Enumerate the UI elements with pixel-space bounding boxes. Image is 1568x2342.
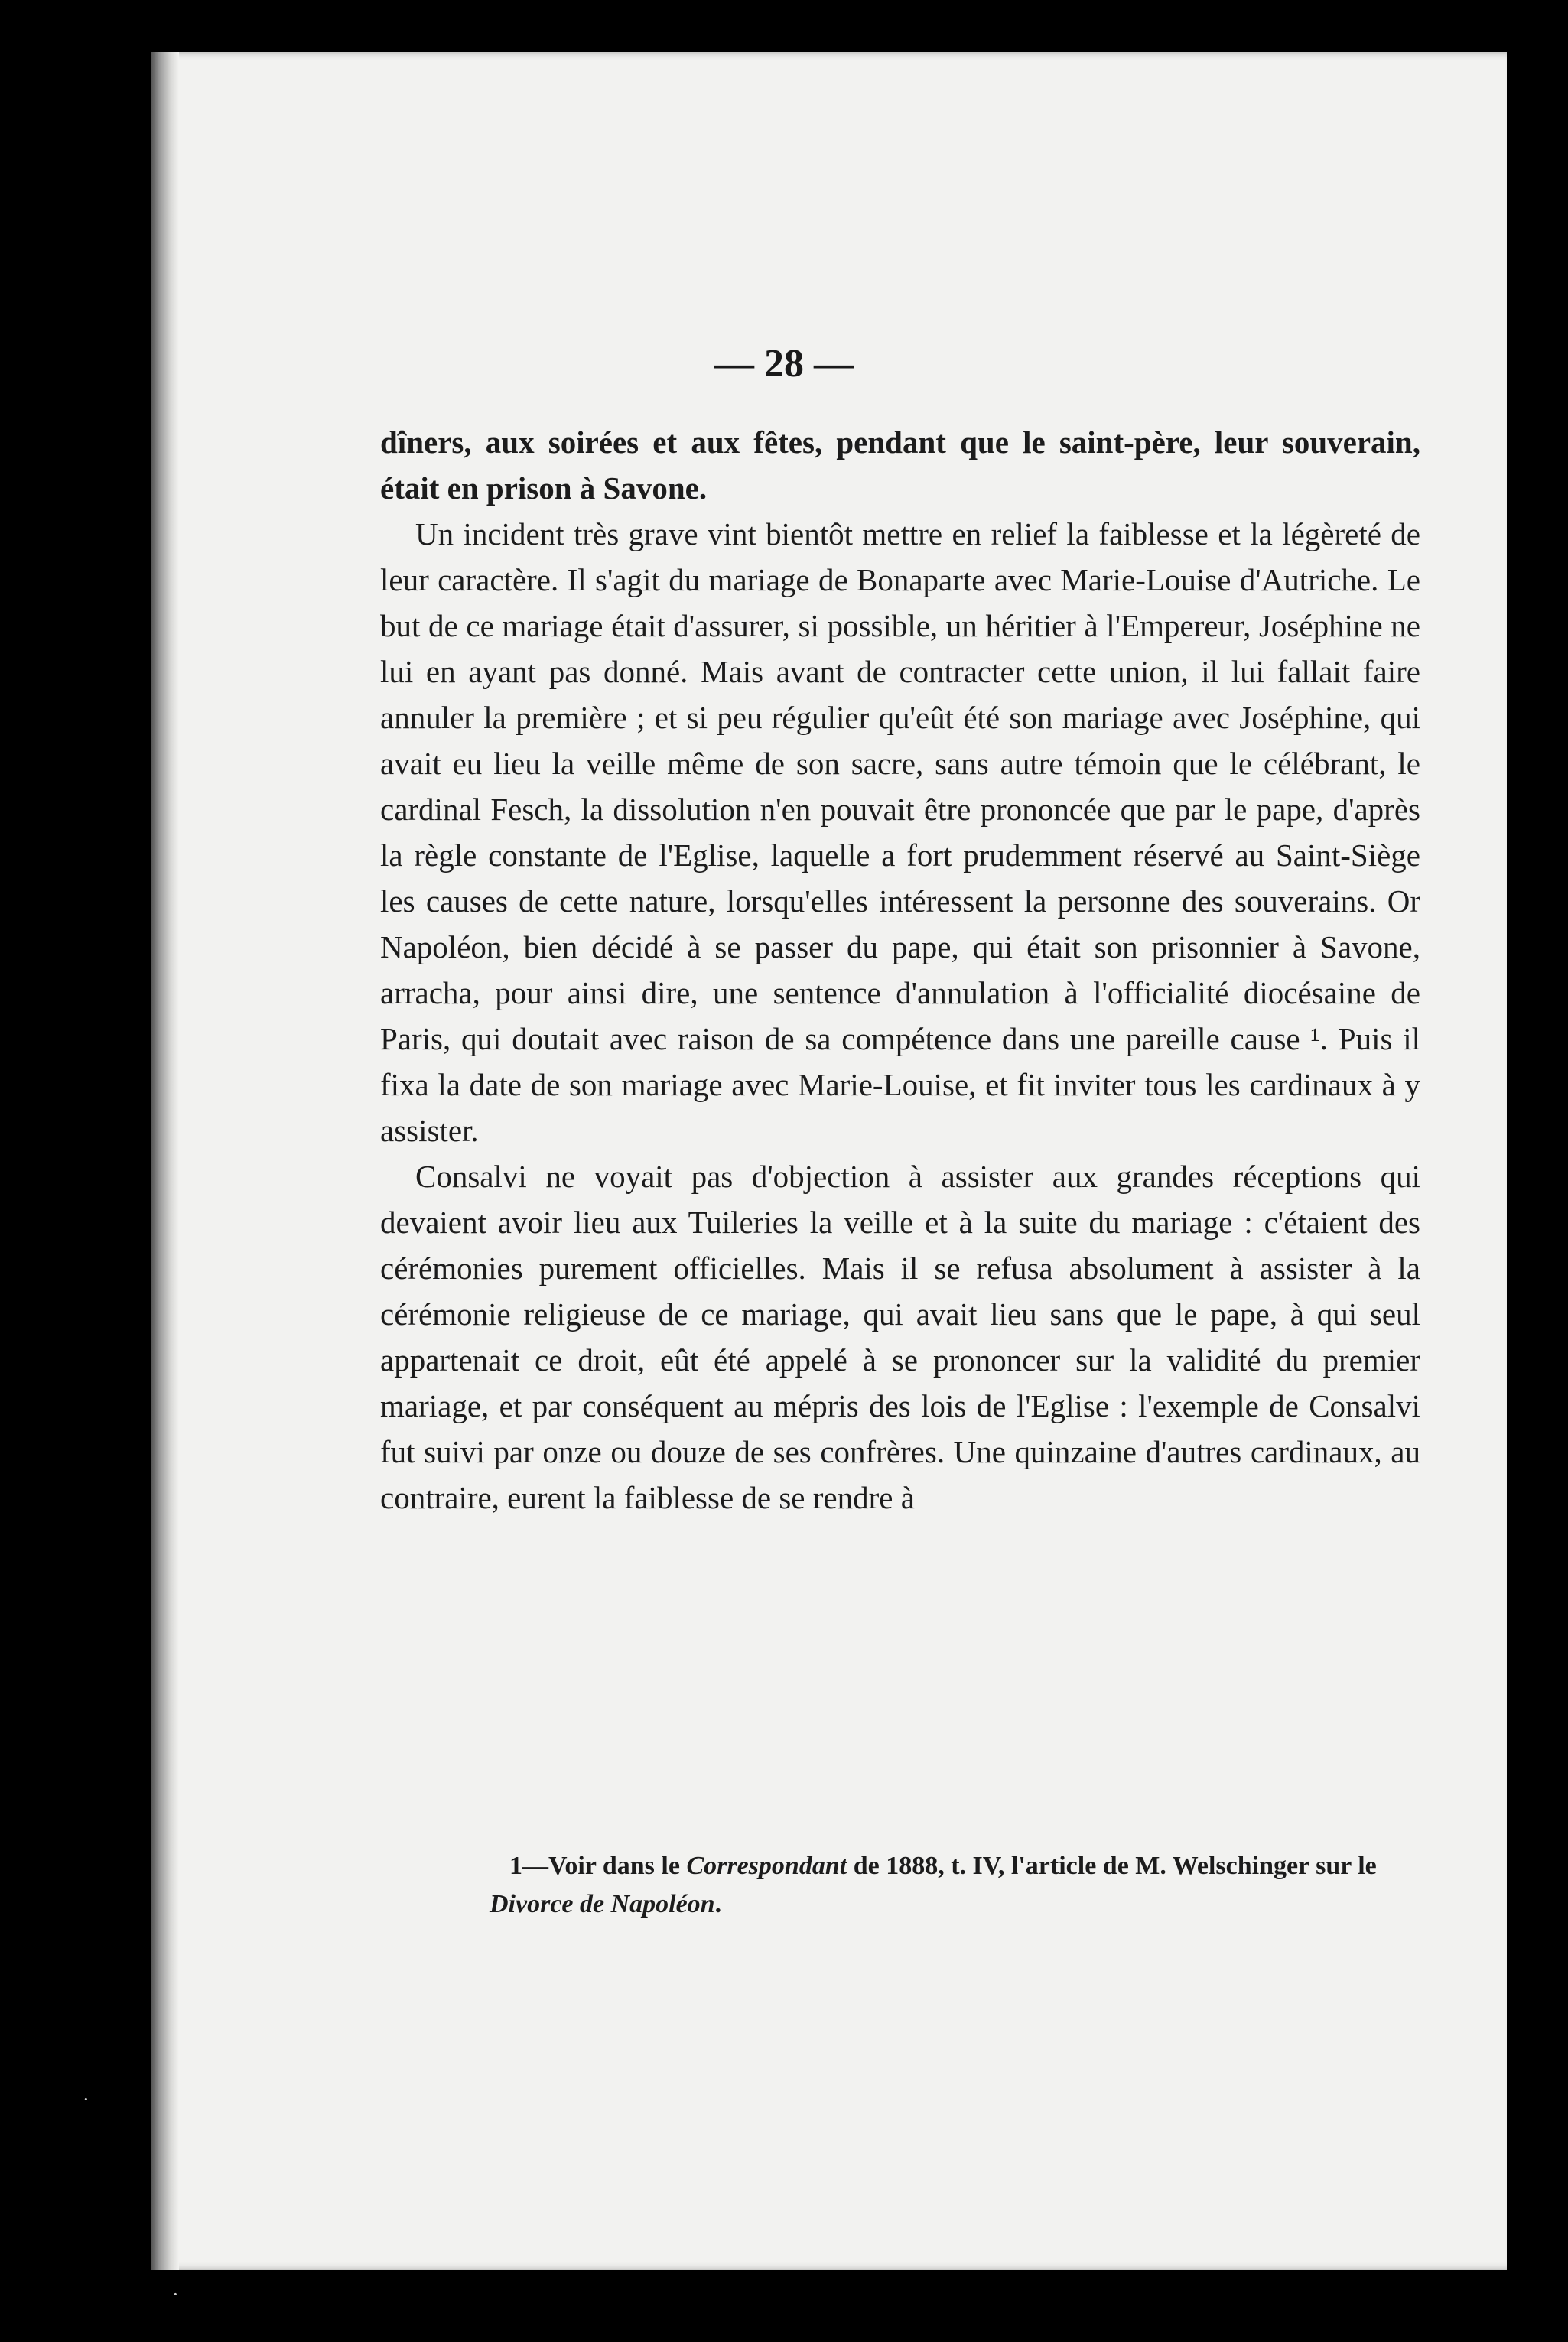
footnote-prefix: 1—Voir dans le: [509, 1852, 687, 1880]
footnote-suffix: .: [714, 1890, 722, 1918]
page-number: — 28 —: [714, 342, 854, 385]
paragraph-2: Un incident très grave vint bientôt mettre en relief la faiblesse et la légèreté de leur caractère. Il s'agit du mariage de Bonaparte avec Marie-Louise d'Autriche. Le but de ce mariage était d'assurer, si possible, un héritier à l'Empereur, Joséphine ne lui en ayant pas donné. Mais avant de contracter cette union, il lui fallait faire annuler la première ; et si peu régulier qu'eût été son mariage avec Joséphine, qui avait eu lieu la veille même de son sacre, sans autre témoin que le célébrant, le cardinal Fesch, la dissolution n'en pouvait être prononcée que par le pape, d'après la règle constante de l'Eglise, laquelle a fort prudemment réservé au Saint-Siège les causes de cette nature, lorsqu'elles intéressent la personne des souverains. Or Napoléon, bien décidé à se passer du pape, qui était son prisonnier à Savone, arracha, pour ainsi dire, une sentence d'annulation à l'officialité diocésaine de Paris, qui doutait avec raison de sa compétence dans une pareille cause ¹. Puis il fixa la date de son mariage avec Marie-Louise, et fit inviter tous les cardinaux à y assister.: [380, 516, 1420, 1148]
footnote-work: Divorce de Napoléon: [490, 1890, 715, 1918]
paragraph-1: dîners, aux soirées et aux fêtes, pendant que le saint-père, leur souverain, était en prison à Savone.: [380, 424, 1420, 506]
scan-speck: ·: [172, 2283, 179, 2305]
paragraph-3: Consalvi ne voyait pas d'objection à assister aux grandes réceptions qui devaient avoir lieu aux Tuileries la veille et à la suite du mariage : c'étaient des cérémonies purement officielles. Mais il se refusa absolument à assister à la cérémonie religieuse de ce mariage, qui avait lieu sans que le pape, à qui seul appartenait ce droit, eût été appelé à se prononcer sur la validité du premier mariage, et par conséquent au mépris des lois de l'Eglise : l'exemple de Consalvi fut suivi par onze ou douze de ses confrères. Une quinzaine d'autres cardinaux, au contraire, eurent la faiblesse de se rendre à: [380, 1159, 1420, 1515]
footnote-journal: Correspondant: [686, 1852, 847, 1880]
scan-speck: ·: [83, 2088, 89, 2110]
body-text: [380, 419, 1420, 1521]
footnote-middle: de 1888, t. IV, l'article de M. Welschinger sur le: [847, 1852, 1377, 1880]
footnote: [490, 1847, 1423, 1924]
